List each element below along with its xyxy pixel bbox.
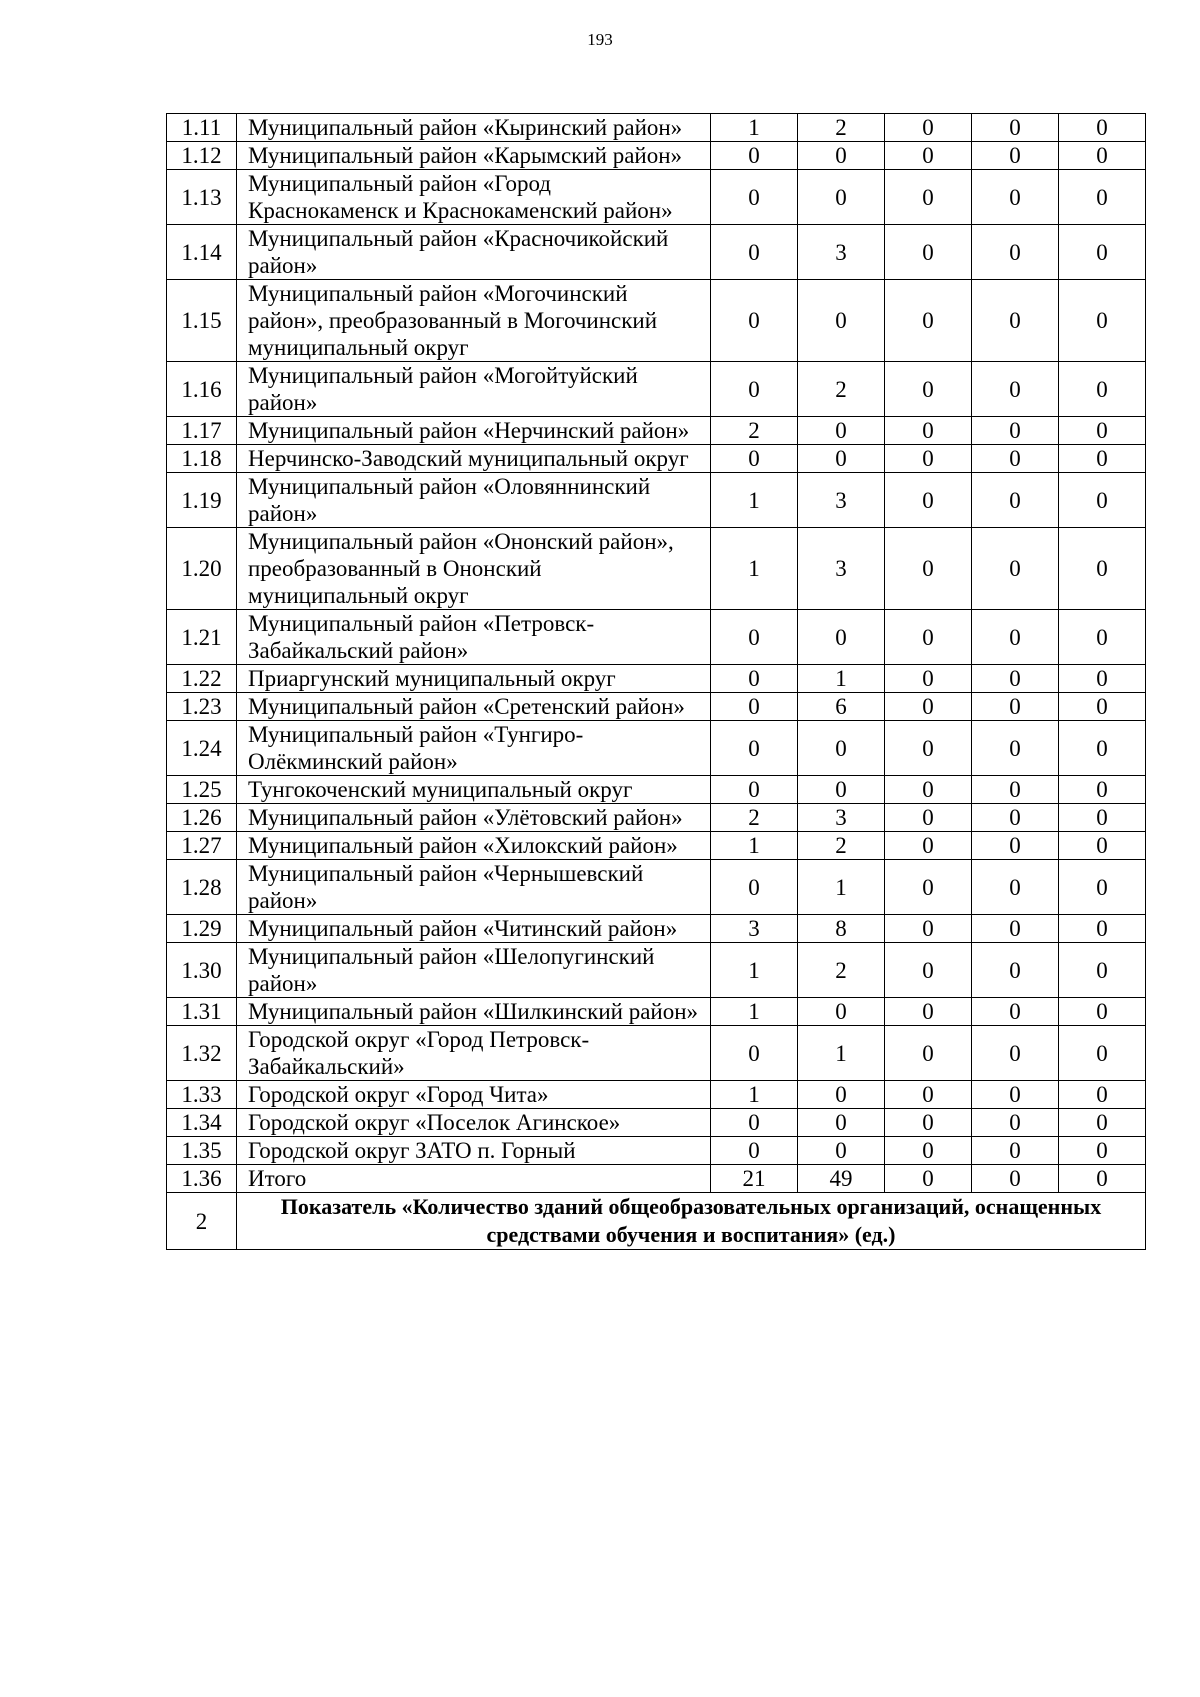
- table-row: [167, 1109, 1146, 1137]
- value-cell-3: 0: [885, 610, 972, 665]
- row-number-cell: 1.19: [167, 473, 237, 528]
- row-number-cell: 1.27: [167, 832, 237, 860]
- row-number-cell: 1.12: [167, 142, 237, 170]
- municipality-name-cell: Муниципальный район «Тунгиро-Олёкминский район»: [237, 721, 711, 776]
- municipality-name-cell: Муниципальный район «Нерчинский район»: [237, 417, 711, 445]
- value-cell-4: 0: [972, 832, 1059, 860]
- value-cell-1: 0: [711, 665, 798, 693]
- value-cell-4: 0: [972, 1026, 1059, 1081]
- municipality-name-cell: Муниципальный район «Кыринский район»: [237, 114, 711, 142]
- municipality-name-cell: Муниципальный район «Ононский район», преобразованный в Ононский муниципальный округ: [237, 528, 711, 610]
- value-cell-3: 0: [885, 170, 972, 225]
- value-cell-1: 1: [711, 473, 798, 528]
- value-cell-3: 0: [885, 280, 972, 362]
- table-row: [167, 445, 1146, 473]
- value-cell-1: 1: [711, 943, 798, 998]
- value-cell-4: 0: [972, 860, 1059, 915]
- value-cell-2: 0: [798, 1081, 885, 1109]
- value-cell-1: 1: [711, 528, 798, 610]
- value-cell-1: 1: [711, 114, 798, 142]
- value-cell-4: 0: [972, 610, 1059, 665]
- value-cell-4: 0: [972, 915, 1059, 943]
- municipality-name-cell: Городской округ «Город Чита»: [237, 1081, 711, 1109]
- municipality-name-cell: Муниципальный район «Шилкинский район»: [237, 998, 711, 1026]
- value-cell-4: 0: [972, 114, 1059, 142]
- value-cell-1: 2: [711, 417, 798, 445]
- value-cell-4: 0: [972, 693, 1059, 721]
- municipality-name-cell: Муниципальный район «Красночикойский район»: [237, 225, 711, 280]
- row-number-cell: 1.18: [167, 445, 237, 473]
- value-cell-5: 0: [1059, 473, 1146, 528]
- value-cell-5: 0: [1059, 1081, 1146, 1109]
- value-cell-2: 0: [798, 170, 885, 225]
- value-cell-1: 0: [711, 280, 798, 362]
- value-cell-5: 0: [1059, 665, 1146, 693]
- municipality-name-cell: Муниципальный район «Хилокский район»: [237, 832, 711, 860]
- value-cell-3: 0: [885, 860, 972, 915]
- value-cell-2: 1: [798, 1026, 885, 1081]
- value-cell-5: 0: [1059, 860, 1146, 915]
- value-cell-1: 0: [711, 693, 798, 721]
- value-cell-3: 0: [885, 1026, 972, 1081]
- value-cell-3: 0: [885, 1081, 972, 1109]
- table-row: [167, 832, 1146, 860]
- value-cell-1: 0: [711, 860, 798, 915]
- value-cell-5: 0: [1059, 170, 1146, 225]
- municipality-name-cell: Муниципальный район «Город Краснокаменск и Краснокаменский район»: [237, 170, 711, 225]
- municipality-name-cell: Нерчинско-Заводский муниципальный округ: [237, 445, 711, 473]
- value-cell-5: 0: [1059, 1026, 1146, 1081]
- municipality-name-cell: Итого: [237, 1165, 711, 1193]
- value-cell-4: 0: [972, 473, 1059, 528]
- value-cell-4: 0: [972, 1165, 1059, 1193]
- value-cell-5: 0: [1059, 832, 1146, 860]
- municipality-name-cell: Тунгокоченский муниципальный округ: [237, 776, 711, 804]
- municipality-name-cell: Приаргунский муниципальный округ: [237, 665, 711, 693]
- table-row: [167, 417, 1146, 445]
- value-cell-4: 0: [972, 362, 1059, 417]
- table-row: [167, 998, 1146, 1026]
- value-cell-5: 0: [1059, 142, 1146, 170]
- row-number-cell: 1.17: [167, 417, 237, 445]
- value-cell-1: 0: [711, 362, 798, 417]
- value-cell-4: 0: [972, 943, 1059, 998]
- value-cell-1: 3: [711, 915, 798, 943]
- row-number-cell: 1.34: [167, 1109, 237, 1137]
- municipality-name-cell: Муниципальный район «Могочинский район», преобразованный в Могочинский муниципальный округ: [237, 280, 711, 362]
- row-number-cell: 1.30: [167, 943, 237, 998]
- municipality-name-cell: Муниципальный район «Чернышевский район»: [237, 860, 711, 915]
- value-cell-2: 2: [798, 114, 885, 142]
- value-cell-1: 0: [711, 610, 798, 665]
- value-cell-3: 0: [885, 417, 972, 445]
- value-cell-2: 0: [798, 610, 885, 665]
- value-cell-1: 0: [711, 170, 798, 225]
- row-number-cell: 1.13: [167, 170, 237, 225]
- row-number-cell: 1.15: [167, 280, 237, 362]
- table-row: [167, 170, 1146, 225]
- value-cell-1: 1: [711, 998, 798, 1026]
- value-cell-4: 0: [972, 142, 1059, 170]
- value-cell-3: 0: [885, 693, 972, 721]
- value-cell-4: 0: [972, 225, 1059, 280]
- row-number-cell: 1.26: [167, 804, 237, 832]
- table-row: [167, 1165, 1146, 1193]
- value-cell-2: 0: [798, 417, 885, 445]
- table-row: [167, 665, 1146, 693]
- municipality-name-cell: Муниципальный район «Карымский район»: [237, 142, 711, 170]
- municipality-name-cell: Муниципальный район «Сретенский район»: [237, 693, 711, 721]
- row-number-cell: 1.23: [167, 693, 237, 721]
- value-cell-3: 0: [885, 473, 972, 528]
- value-cell-3: 0: [885, 1137, 972, 1165]
- value-cell-4: 0: [972, 1137, 1059, 1165]
- municipality-name-cell: Муниципальный район «Могойтуйский район»: [237, 362, 711, 417]
- value-cell-3: 0: [885, 528, 972, 610]
- row-number-cell: 1.21: [167, 610, 237, 665]
- value-cell-5: 0: [1059, 280, 1146, 362]
- section-heading-row: [167, 1193, 1146, 1250]
- value-cell-2: 3: [798, 804, 885, 832]
- table-row: [167, 1026, 1146, 1081]
- row-number-cell: 1.20: [167, 528, 237, 610]
- value-cell-5: 0: [1059, 943, 1146, 998]
- value-cell-5: 0: [1059, 528, 1146, 610]
- value-cell-1: 0: [711, 1137, 798, 1165]
- value-cell-3: 0: [885, 1109, 972, 1137]
- table-row: [167, 142, 1146, 170]
- value-cell-1: 21: [711, 1165, 798, 1193]
- row-number-cell: 1.11: [167, 114, 237, 142]
- value-cell-3: 0: [885, 225, 972, 280]
- value-cell-1: 0: [711, 142, 798, 170]
- value-cell-2: 0: [798, 776, 885, 804]
- value-cell-5: 0: [1059, 998, 1146, 1026]
- value-cell-4: 0: [972, 665, 1059, 693]
- value-cell-4: 0: [972, 1081, 1059, 1109]
- table-row: [167, 610, 1146, 665]
- municipality-name-cell: Муниципальный район «Шелопугинский район»: [237, 943, 711, 998]
- value-cell-3: 0: [885, 721, 972, 776]
- value-cell-2: 0: [798, 721, 885, 776]
- value-cell-5: 0: [1059, 610, 1146, 665]
- row-number-cell: 1.14: [167, 225, 237, 280]
- value-cell-1: 1: [711, 832, 798, 860]
- value-cell-5: 0: [1059, 804, 1146, 832]
- row-number-cell: 1.28: [167, 860, 237, 915]
- table-row: [167, 721, 1146, 776]
- value-cell-3: 0: [885, 943, 972, 998]
- row-number-cell: 1.35: [167, 1137, 237, 1165]
- value-cell-3: 0: [885, 362, 972, 417]
- value-cell-5: 0: [1059, 445, 1146, 473]
- value-cell-4: 0: [972, 280, 1059, 362]
- value-cell-2: 2: [798, 362, 885, 417]
- value-cell-1: 0: [711, 1026, 798, 1081]
- value-cell-5: 0: [1059, 1109, 1146, 1137]
- value-cell-2: 8: [798, 915, 885, 943]
- value-cell-3: 0: [885, 665, 972, 693]
- table-row: [167, 943, 1146, 998]
- value-cell-2: 49: [798, 1165, 885, 1193]
- municipality-name-cell: Городской округ «Город Петровск-Забайкальский»: [237, 1026, 711, 1081]
- value-cell-2: 0: [798, 142, 885, 170]
- value-cell-2: 0: [798, 998, 885, 1026]
- value-cell-5: 0: [1059, 114, 1146, 142]
- row-number-cell: 1.32: [167, 1026, 237, 1081]
- municipality-name-cell: Муниципальный район «Читинский район»: [237, 915, 711, 943]
- table-row: [167, 280, 1146, 362]
- value-cell-1: 0: [711, 445, 798, 473]
- value-cell-1: 0: [711, 776, 798, 804]
- value-cell-3: 0: [885, 114, 972, 142]
- municipality-name-cell: Муниципальный район «Улётовский район»: [237, 804, 711, 832]
- table-row: [167, 860, 1146, 915]
- value-cell-3: 0: [885, 142, 972, 170]
- row-number-cell: 1.31: [167, 998, 237, 1026]
- value-cell-3: 0: [885, 915, 972, 943]
- page-number: 193: [587, 30, 613, 49]
- value-cell-5: 0: [1059, 776, 1146, 804]
- value-cell-1: 1: [711, 1081, 798, 1109]
- row-number-cell: 1.33: [167, 1081, 237, 1109]
- value-cell-5: 0: [1059, 693, 1146, 721]
- value-cell-3: 0: [885, 445, 972, 473]
- value-cell-3: 0: [885, 998, 972, 1026]
- value-cell-4: 0: [972, 445, 1059, 473]
- table-row: [167, 776, 1146, 804]
- value-cell-2: 3: [798, 473, 885, 528]
- indicator-table: [166, 113, 1146, 1250]
- municipality-name-cell: Городской округ ЗАТО п. Горный: [237, 1137, 711, 1165]
- value-cell-2: 2: [798, 832, 885, 860]
- value-cell-3: 0: [885, 804, 972, 832]
- table-row: [167, 1137, 1146, 1165]
- value-cell-4: 0: [972, 528, 1059, 610]
- value-cell-5: 0: [1059, 1165, 1146, 1193]
- value-cell-2: 1: [798, 860, 885, 915]
- value-cell-3: 0: [885, 1165, 972, 1193]
- table-row: [167, 362, 1146, 417]
- value-cell-2: 0: [798, 1137, 885, 1165]
- row-number-cell: 1.16: [167, 362, 237, 417]
- table-row: [167, 1081, 1146, 1109]
- value-cell-2: 6: [798, 693, 885, 721]
- municipality-name-cell: Муниципальный район «Петровск-Забайкальский район»: [237, 610, 711, 665]
- table-row: [167, 114, 1146, 142]
- value-cell-2: 0: [798, 280, 885, 362]
- row-number-cell: 1.24: [167, 721, 237, 776]
- value-cell-1: 0: [711, 1109, 798, 1137]
- value-cell-5: 0: [1059, 1137, 1146, 1165]
- table-row: [167, 915, 1146, 943]
- value-cell-1: 0: [711, 721, 798, 776]
- value-cell-5: 0: [1059, 225, 1146, 280]
- municipality-name-cell: Городской округ «Поселок Агинское»: [237, 1109, 711, 1137]
- table-row: [167, 804, 1146, 832]
- value-cell-5: 0: [1059, 721, 1146, 776]
- value-cell-1: 2: [711, 804, 798, 832]
- row-number-cell: 1.25: [167, 776, 237, 804]
- value-cell-3: 0: [885, 832, 972, 860]
- value-cell-2: 3: [798, 528, 885, 610]
- value-cell-4: 0: [972, 417, 1059, 445]
- table-row: [167, 693, 1146, 721]
- row-number-cell: 1.29: [167, 915, 237, 943]
- section-number-cell: 2: [167, 1193, 237, 1250]
- row-number-cell: 1.36: [167, 1165, 237, 1193]
- value-cell-4: 0: [972, 170, 1059, 225]
- value-cell-4: 0: [972, 776, 1059, 804]
- table-row: [167, 528, 1146, 610]
- section-title-cell: Показатель «Количество зданий общеобразовательных организаций, оснащенных средствами обучения и воспитания» (ед.): [237, 1193, 1146, 1250]
- value-cell-2: 2: [798, 943, 885, 998]
- table-body: [167, 114, 1146, 1250]
- value-cell-4: 0: [972, 721, 1059, 776]
- value-cell-4: 0: [972, 1109, 1059, 1137]
- value-cell-3: 0: [885, 776, 972, 804]
- table-row: [167, 225, 1146, 280]
- value-cell-1: 0: [711, 225, 798, 280]
- value-cell-2: 1: [798, 665, 885, 693]
- value-cell-4: 0: [972, 998, 1059, 1026]
- value-cell-2: 0: [798, 445, 885, 473]
- row-number-cell: 1.22: [167, 665, 237, 693]
- value-cell-4: 0: [972, 804, 1059, 832]
- value-cell-5: 0: [1059, 915, 1146, 943]
- value-cell-2: 3: [798, 225, 885, 280]
- value-cell-5: 0: [1059, 362, 1146, 417]
- value-cell-5: 0: [1059, 417, 1146, 445]
- value-cell-2: 0: [798, 1109, 885, 1137]
- municipality-name-cell: Муниципальный район «Оловяннинский район»: [237, 473, 711, 528]
- table-row: [167, 473, 1146, 528]
